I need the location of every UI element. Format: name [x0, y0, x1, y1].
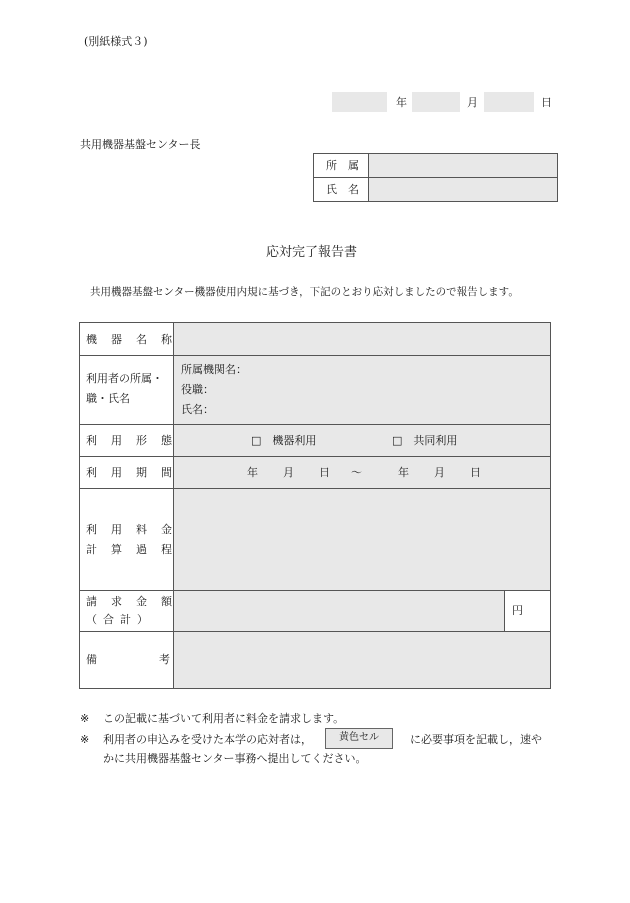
usage-type-label: 利用形態	[86, 434, 186, 447]
note2-text-cont: かに共用機器基盤センター事務へ提出してください。	[103, 752, 367, 765]
billing-label-2: （合計）	[86, 613, 154, 626]
equipment-name-label: 機器名称	[86, 333, 186, 346]
fee-calc-label-1: 利用料金	[86, 523, 186, 536]
name-input[interactable]	[369, 178, 557, 201]
note1-text: この記載に基づいて利用者に料金を請求します。	[103, 712, 345, 725]
month-input[interactable]	[412, 92, 460, 112]
usage-option-joint[interactable]: □ 共同利用	[392, 434, 458, 447]
user-info-label-1: 利用者の所属・	[86, 372, 163, 385]
user-field-position: 役職：	[181, 383, 214, 396]
affiliation-label: 所 属	[326, 159, 359, 172]
yellow-cell-label: 黄色セル	[339, 732, 379, 743]
period-cell[interactable]	[174, 457, 550, 488]
period-start-year: 年	[247, 466, 258, 479]
year-unit: 年	[396, 96, 407, 109]
form-id: (別紙様式３)	[84, 35, 148, 48]
billing-unit: 円	[512, 604, 523, 617]
period-label: 利用期間	[86, 466, 186, 479]
report-table	[79, 322, 551, 689]
user-info-label-2: 職・氏名	[86, 392, 130, 405]
usage-option-equipment[interactable]: □ 機器利用	[251, 434, 317, 447]
fee-calc-label-2: 計算過程	[86, 543, 186, 556]
period-separator: ～	[351, 466, 362, 479]
remarks-label: 備考	[86, 653, 232, 666]
period-end-month: 月	[434, 466, 445, 479]
user-field-name: 氏名：	[181, 403, 214, 416]
addressee: 共用機器基盤センター長	[80, 138, 201, 151]
document-title: 応対完了報告書	[266, 245, 358, 260]
user-field-org: 所属機関名：	[181, 363, 247, 376]
billing-amount-input[interactable]	[174, 591, 504, 631]
period-start-day: 日	[319, 466, 330, 479]
day-input[interactable]	[484, 92, 534, 112]
year-input[interactable]	[332, 92, 387, 112]
applicant-box	[313, 153, 558, 202]
usage-type-cell[interactable]	[174, 425, 550, 456]
period-end-year: 年	[398, 466, 409, 479]
equipment-name-input[interactable]	[174, 323, 550, 355]
affiliation-input[interactable]	[369, 154, 557, 177]
day-unit: 日	[541, 96, 552, 109]
month-unit: 月	[467, 96, 478, 109]
note2-mark: ※	[80, 733, 90, 746]
period-start-month: 月	[283, 466, 294, 479]
period-end-day: 日	[470, 466, 481, 479]
note2-text-post: に必要事項を記載し，速や	[410, 733, 542, 746]
intro-text: 共用機器基盤センター機器使用内規に基づき，下記のとおり応対しましたので報告します。	[90, 286, 519, 298]
name-label: 氏 名	[326, 183, 359, 196]
note1-mark: ※	[80, 712, 90, 725]
billing-label-1: 請求金額	[86, 595, 186, 608]
fee-calc-input[interactable]	[174, 489, 550, 590]
note2-text-pre: 利用者の申込みを受けた本学の応対者は，	[103, 733, 312, 746]
